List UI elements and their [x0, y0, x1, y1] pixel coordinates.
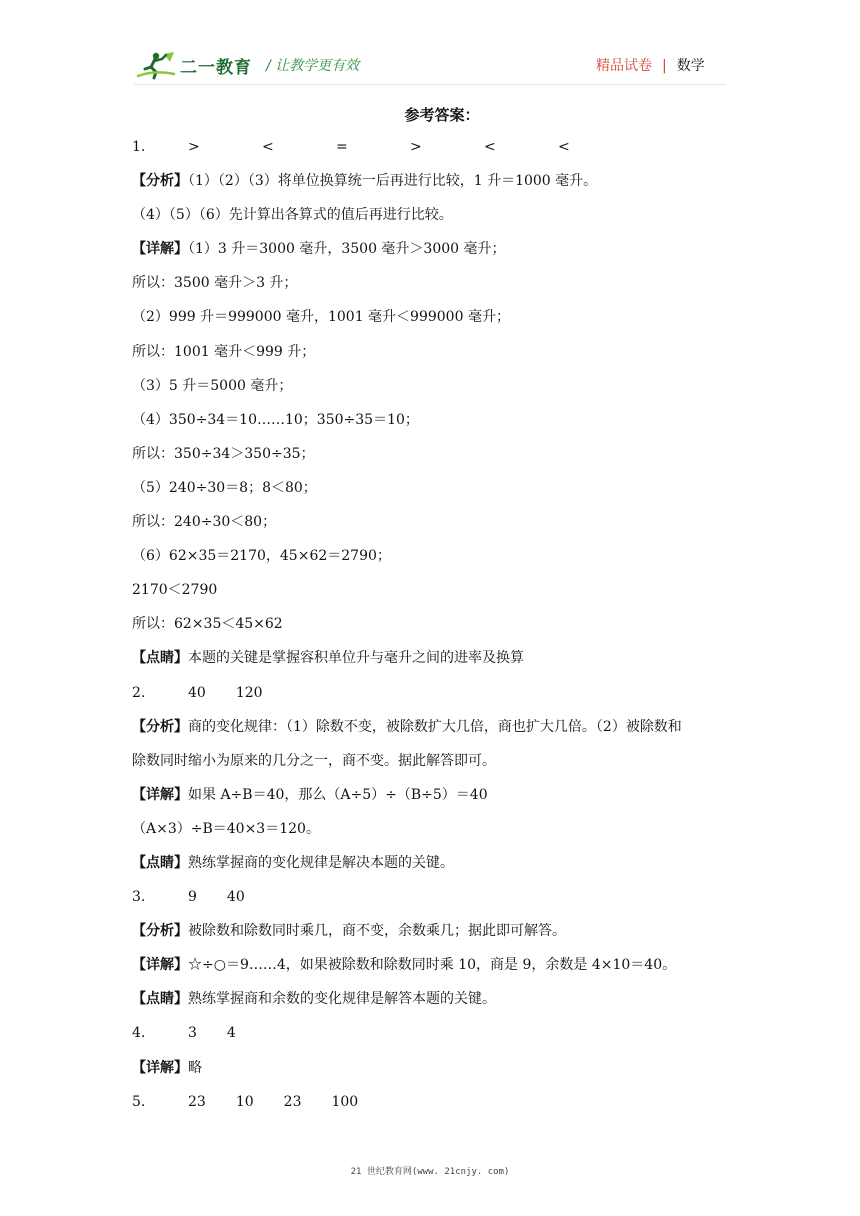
q4-detail	[132, 1051, 732, 1085]
q1-answer-line	[132, 130, 732, 164]
q3-answer: 40	[226, 889, 245, 906]
q5-number: 5.	[132, 1093, 146, 1110]
q4-answer: 4	[226, 1025, 236, 1042]
detail-text: 略	[188, 1059, 202, 1076]
q2-detail-2: （A×3）÷B＝40×3＝120。	[132, 820, 320, 837]
q1-detail-line: 2170＜2790	[132, 582, 218, 599]
header-separator: |	[662, 58, 667, 74]
brand-logo	[134, 48, 359, 82]
q1-analysis-2: （4）（5）（6）先计算出各算式的值后再进行比较。	[132, 207, 453, 224]
point-label: 【点睛】	[132, 854, 188, 871]
q2-answer-line	[132, 676, 732, 710]
slogan: / 让教学更有效	[266, 58, 360, 74]
q2-answer: 40	[188, 684, 206, 701]
point-label: 【点睛】	[132, 991, 188, 1008]
page-header	[0, 0, 860, 90]
q2-analysis	[132, 710, 732, 744]
q3-number: 3.	[132, 889, 146, 906]
q3-answer: 9	[188, 889, 197, 906]
header-right	[596, 55, 705, 75]
q1-detail-line: （6）62×35＝2170，45×62＝2790；	[132, 548, 391, 565]
runner-logo-icon	[134, 50, 178, 80]
q1-answer: >	[188, 139, 200, 155]
q5-answer: 100	[331, 1093, 359, 1110]
point-text: 熟练掌握商的变化规律是解决本题的关键。	[188, 854, 454, 871]
point-text: 熟练掌握商和余数的变化规律是解答本题的关键。	[188, 991, 496, 1008]
detail-label: 【详解】	[132, 786, 188, 803]
detail-label: 【详解】	[132, 1059, 188, 1076]
q1-detail-line: 所以：240÷30＜80；	[132, 514, 277, 531]
q1-detail-line: （5）240÷30＝8；8＜80；	[132, 479, 317, 496]
q1-detail-line: （2）999 升＝999000 毫升，1001 毫升＜999000 毫升；	[132, 309, 510, 326]
detail-label: 【详解】	[132, 957, 188, 974]
point-label: 【点睛】	[132, 650, 188, 667]
q1-detail	[132, 232, 732, 266]
detail-text: 如果 A÷B＝40，那么（A÷5）÷（B÷5）＝40	[188, 786, 488, 803]
q1-number: 1.	[132, 139, 146, 155]
logo-text: 二一教育	[180, 57, 252, 78]
q1-analysis	[132, 164, 732, 198]
header-subject: 数学	[676, 58, 705, 74]
page-footer: 21 世纪教育网(www. 21cnjy. com)	[350, 1167, 510, 1177]
header-tag: 精品试卷	[596, 58, 652, 74]
q1-detail-line: 所以：62×35＜45×62	[132, 616, 283, 633]
detail-label: 【详解】	[132, 241, 188, 258]
q3-detail	[132, 948, 732, 982]
page-title: 参考答案：	[404, 106, 480, 124]
q1-detail-line: （3）5 升＝5000 毫升；	[132, 377, 293, 394]
q4-answer-line	[132, 1016, 732, 1050]
q3-answer-line	[132, 880, 732, 914]
analysis-label: 【分析】	[132, 923, 188, 940]
q2-analysis-2: 除数同时缩小为原来的几分之一，商不变。据此解答即可。	[132, 752, 496, 769]
q1-point	[132, 641, 732, 675]
q1-detail-line: 所以：350÷34＞350÷35；	[132, 445, 315, 462]
q5-answer-line	[132, 1085, 732, 1119]
q1-answer: <	[484, 139, 496, 155]
q3-point	[132, 982, 732, 1016]
q5-answer: 23	[188, 1093, 206, 1110]
analysis-text: 商的变化规律：（1）除数不变，被除数扩大几倍，商也扩大几倍。（2）被除数和	[188, 718, 682, 735]
analysis-label: 【分析】	[132, 718, 188, 735]
analysis-label: 【分析】	[132, 173, 188, 190]
q4-number: 4.	[132, 1025, 146, 1042]
q4-answer: 3	[188, 1025, 197, 1042]
q3-analysis	[132, 914, 732, 948]
q5-answer: 10	[235, 1093, 254, 1110]
analysis-text: （1）（2）（3）将单位换算统一后再进行比较，1 升＝1000 毫升。	[188, 173, 598, 190]
q1-detail-line: 所以：1001 毫升＜999 升；	[132, 343, 316, 360]
q1-detail-line: （4）350÷34＝10……10；350÷35＝10；	[132, 411, 419, 428]
q1-detail-line: 所以：3500 毫升＞3 升；	[132, 275, 298, 292]
detail-text: ☆÷○＝9……4，如果被除数和除数同时乘 10，商是 9，余数是 4×10＝40。	[188, 957, 677, 974]
q5-answer: 23	[283, 1093, 302, 1110]
header-divider	[134, 84, 726, 85]
q2-detail	[132, 778, 732, 812]
q1-answer: =	[336, 139, 348, 155]
answer-content	[132, 100, 732, 1119]
point-text: 本题的关键是掌握容积单位升与毫升之间的进率及换算	[188, 650, 524, 667]
q2-answer: 120	[235, 684, 263, 701]
analysis-text: 被除数和除数同时乘几，商不变，余数乘几；据此即可解答。	[188, 923, 566, 940]
q2-number: 2.	[132, 684, 146, 701]
q1-answer: >	[410, 139, 422, 155]
q1-answer: <	[262, 139, 274, 155]
q2-point	[132, 846, 732, 880]
q1-answer: <	[558, 139, 570, 155]
detail-text: （1）3 升＝3000 毫升，3500 毫升＞3000 毫升；	[188, 241, 506, 258]
